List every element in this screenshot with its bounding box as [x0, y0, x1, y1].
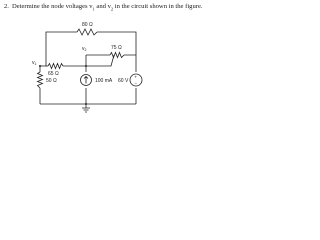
problem-text-tail: in the circuit shown in the figure.	[113, 3, 203, 10]
wire-mid-center	[63, 55, 114, 66]
problem-number: 2.	[4, 3, 9, 10]
resistor-50	[38, 72, 43, 88]
plus-sign: +	[134, 74, 138, 80]
wire-top-right	[97, 32, 136, 55]
resistor-65	[48, 64, 63, 69]
minus-sign: −	[134, 80, 138, 86]
wire-mid-right2	[124, 55, 136, 66]
problem-sub-2: 2	[110, 6, 114, 12]
problem-sub-1: 1	[92, 6, 95, 12]
problem-text: Determine the node voltages v	[11, 3, 93, 10]
label-node-v2: $v_2$	[82, 46, 87, 53]
problem-text-mid: and v	[94, 3, 111, 10]
label-voltage-source: 60 V	[118, 78, 129, 84]
label-current-source: 100 mA	[95, 78, 113, 84]
node-dots	[39, 65, 87, 105]
label-r-right: 75 Ω	[111, 45, 122, 51]
wire-top-left	[46, 32, 77, 66]
resistor-80	[77, 29, 97, 35]
current-source	[81, 75, 92, 86]
voltage-source	[130, 74, 142, 86]
node-dot-v2	[85, 65, 87, 67]
label-node-v1: $v_1$	[32, 60, 37, 67]
node-dot-left	[39, 65, 41, 67]
label-r-mid: 65 Ω	[48, 71, 59, 77]
circuit-diagram	[0, 0, 203, 121]
ground-icon	[82, 104, 90, 112]
label-r-left: 50 Ω	[46, 78, 57, 84]
circuit-wires	[40, 32, 136, 104]
resistor-75	[110, 53, 124, 58]
label-r-top: 80 Ω	[82, 22, 93, 28]
current-arrow-icon	[84, 77, 88, 84]
